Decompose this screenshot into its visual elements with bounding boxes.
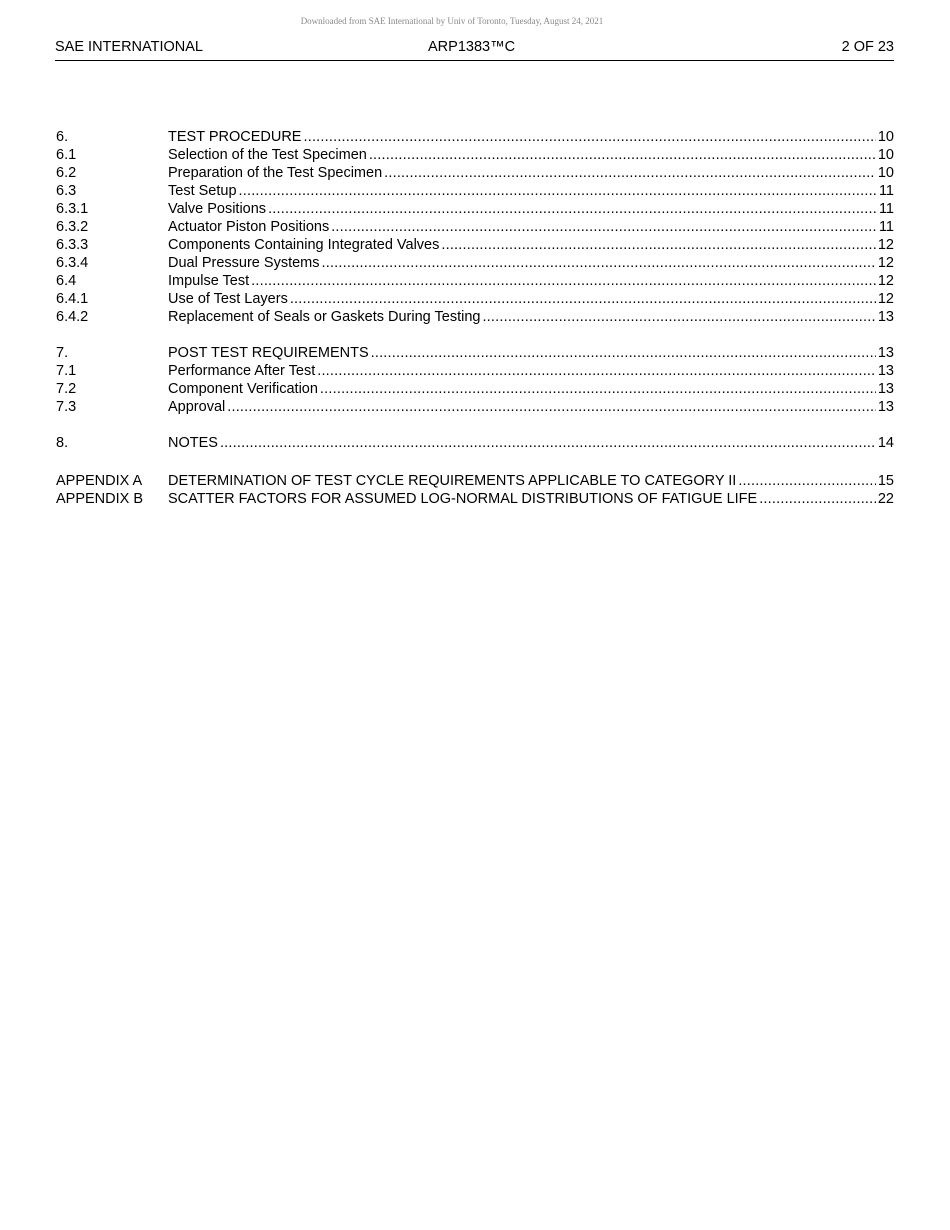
toc-dot-leader [369, 146, 876, 164]
toc-entry-number: 6.3.1 [56, 201, 89, 217]
toc-entry-number: APPENDIX B [56, 491, 144, 507]
toc-entry [56, 472, 894, 490]
toc-spacer [56, 326, 894, 344]
toc-entry-number: 6.3 [56, 183, 77, 199]
header-page-number: 2 OF 23 [841, 39, 894, 55]
table-of-contents [56, 128, 894, 508]
toc-dot-leader [482, 308, 875, 326]
toc-entry-number: 6.3.2 [56, 219, 89, 235]
toc-entry [56, 218, 894, 236]
toc-entry-page: 12 [877, 291, 894, 307]
toc-dot-leader [441, 236, 875, 254]
toc-entry-page: 13 [877, 345, 894, 361]
toc-entry-page: 13 [877, 309, 894, 325]
toc-entry-title: Performance After Test [168, 363, 316, 379]
toc-entry-number: 7.3 [56, 399, 77, 415]
toc-dot-leader [759, 490, 876, 508]
toc-entry [56, 434, 894, 452]
toc-dot-leader [371, 344, 876, 362]
toc-entry-number: 6.3.3 [56, 237, 89, 253]
toc-dot-leader [227, 398, 876, 416]
toc-entry [56, 128, 894, 146]
toc-entry-page: 12 [877, 237, 894, 253]
toc-dot-leader [384, 164, 876, 182]
toc-entry-page: 14 [877, 435, 894, 451]
toc-entry [56, 362, 894, 380]
toc-entry-number: 6.4 [56, 273, 77, 289]
toc-entry-title: Replacement of Seals or Gaskets During Testing [168, 309, 481, 325]
download-watermark: Downloaded from SAE International by Univ of Toronto, Tuesday, August 24, 2021 [300, 16, 604, 26]
toc-entry-page: 11 [878, 201, 894, 217]
toc-entry [56, 308, 894, 326]
toc-entry [56, 272, 894, 290]
toc-entry-page: 13 [877, 381, 894, 397]
toc-entry-number: 6.4.1 [56, 291, 89, 307]
toc-entry-page: 22 [877, 491, 894, 507]
toc-entry-title: Approval [168, 399, 226, 415]
toc-entry-title: TEST PROCEDURE [168, 129, 302, 145]
toc-entry [56, 398, 894, 416]
toc-entry-title: Valve Positions [168, 201, 267, 217]
toc-entry [56, 182, 894, 200]
toc-dot-leader [738, 472, 876, 490]
toc-group-notes [56, 434, 894, 452]
toc-dot-leader [317, 362, 876, 380]
toc-dot-leader [303, 128, 875, 146]
toc-entry-number: 6.1 [56, 147, 77, 163]
toc-entry-title: NOTES [168, 435, 218, 451]
toc-dot-leader [239, 182, 877, 200]
header-organization: SAE INTERNATIONAL [55, 39, 203, 55]
toc-entry-title: Selection of the Test Specimen [168, 147, 367, 163]
toc-entry-title: Dual Pressure Systems [168, 255, 320, 271]
toc-entry-title: DETERMINATION OF TEST CYCLE REQUIREMENTS APPLICABLE TO CATEGORY II [168, 473, 737, 489]
toc-entry-title: Component Verification [168, 381, 318, 397]
toc-entry-page: 10 [877, 129, 894, 145]
toc-entry-page: 11 [878, 183, 894, 199]
toc-entry-number: 7. [56, 345, 69, 361]
toc-group-test-procedure [56, 128, 894, 326]
toc-entry [56, 290, 894, 308]
toc-spacer [56, 416, 894, 434]
header-document-id: ARP1383™C [428, 39, 516, 55]
toc-entry-page: 12 [877, 273, 894, 289]
toc-entry-title: Impulse Test [168, 273, 250, 289]
toc-entry [56, 236, 894, 254]
toc-entry-number: APPENDIX A [56, 473, 143, 489]
toc-entry [56, 146, 894, 164]
toc-entry-number: 7.2 [56, 381, 77, 397]
page-header [55, 38, 894, 61]
toc-dot-leader [220, 434, 876, 452]
toc-dot-leader [320, 380, 876, 398]
toc-dot-leader [268, 200, 877, 218]
toc-group-post-test [56, 344, 894, 416]
toc-entry-title: Test Setup [168, 183, 237, 199]
toc-spacer [56, 452, 894, 472]
toc-entry-number: 6.4.2 [56, 309, 89, 325]
toc-entry-number: 6.2 [56, 165, 77, 181]
toc-entry-title: Preparation of the Test Specimen [168, 165, 383, 181]
toc-entry [56, 490, 894, 508]
toc-entry-title: Actuator Piston Positions [168, 219, 330, 235]
toc-entry-page: 12 [877, 255, 894, 271]
toc-entry-number: 6.3.4 [56, 255, 89, 271]
toc-entry-page: 10 [877, 165, 894, 181]
toc-entry-title: Use of Test Layers [168, 291, 288, 307]
toc-entry-number: 8. [56, 435, 69, 451]
toc-entry [56, 164, 894, 182]
toc-entry [56, 380, 894, 398]
toc-entry-title: SCATTER FACTORS FOR ASSUMED LOG-NORMAL DISTRIBUTIONS OF FATIGUE LIFE [168, 491, 758, 507]
toc-entry-number: 6. [56, 129, 69, 145]
toc-entry-page: 13 [877, 363, 894, 379]
toc-entry-title: POST TEST REQUIREMENTS [168, 345, 369, 361]
toc-dot-leader [331, 218, 877, 236]
toc-entry-page: 10 [877, 147, 894, 163]
toc-entry-number: 7.1 [56, 363, 77, 379]
toc-dot-leader [290, 290, 876, 308]
toc-entry-title: Components Containing Integrated Valves [168, 237, 440, 253]
toc-dot-leader [251, 272, 876, 290]
toc-group-appendices [56, 472, 894, 508]
toc-entry-page: 15 [877, 473, 894, 489]
toc-entry-page: 13 [877, 399, 894, 415]
toc-entry-page: 11 [878, 219, 894, 235]
toc-dot-leader [322, 254, 876, 272]
toc-entry [56, 254, 894, 272]
toc-entry [56, 200, 894, 218]
toc-entry [56, 344, 894, 362]
